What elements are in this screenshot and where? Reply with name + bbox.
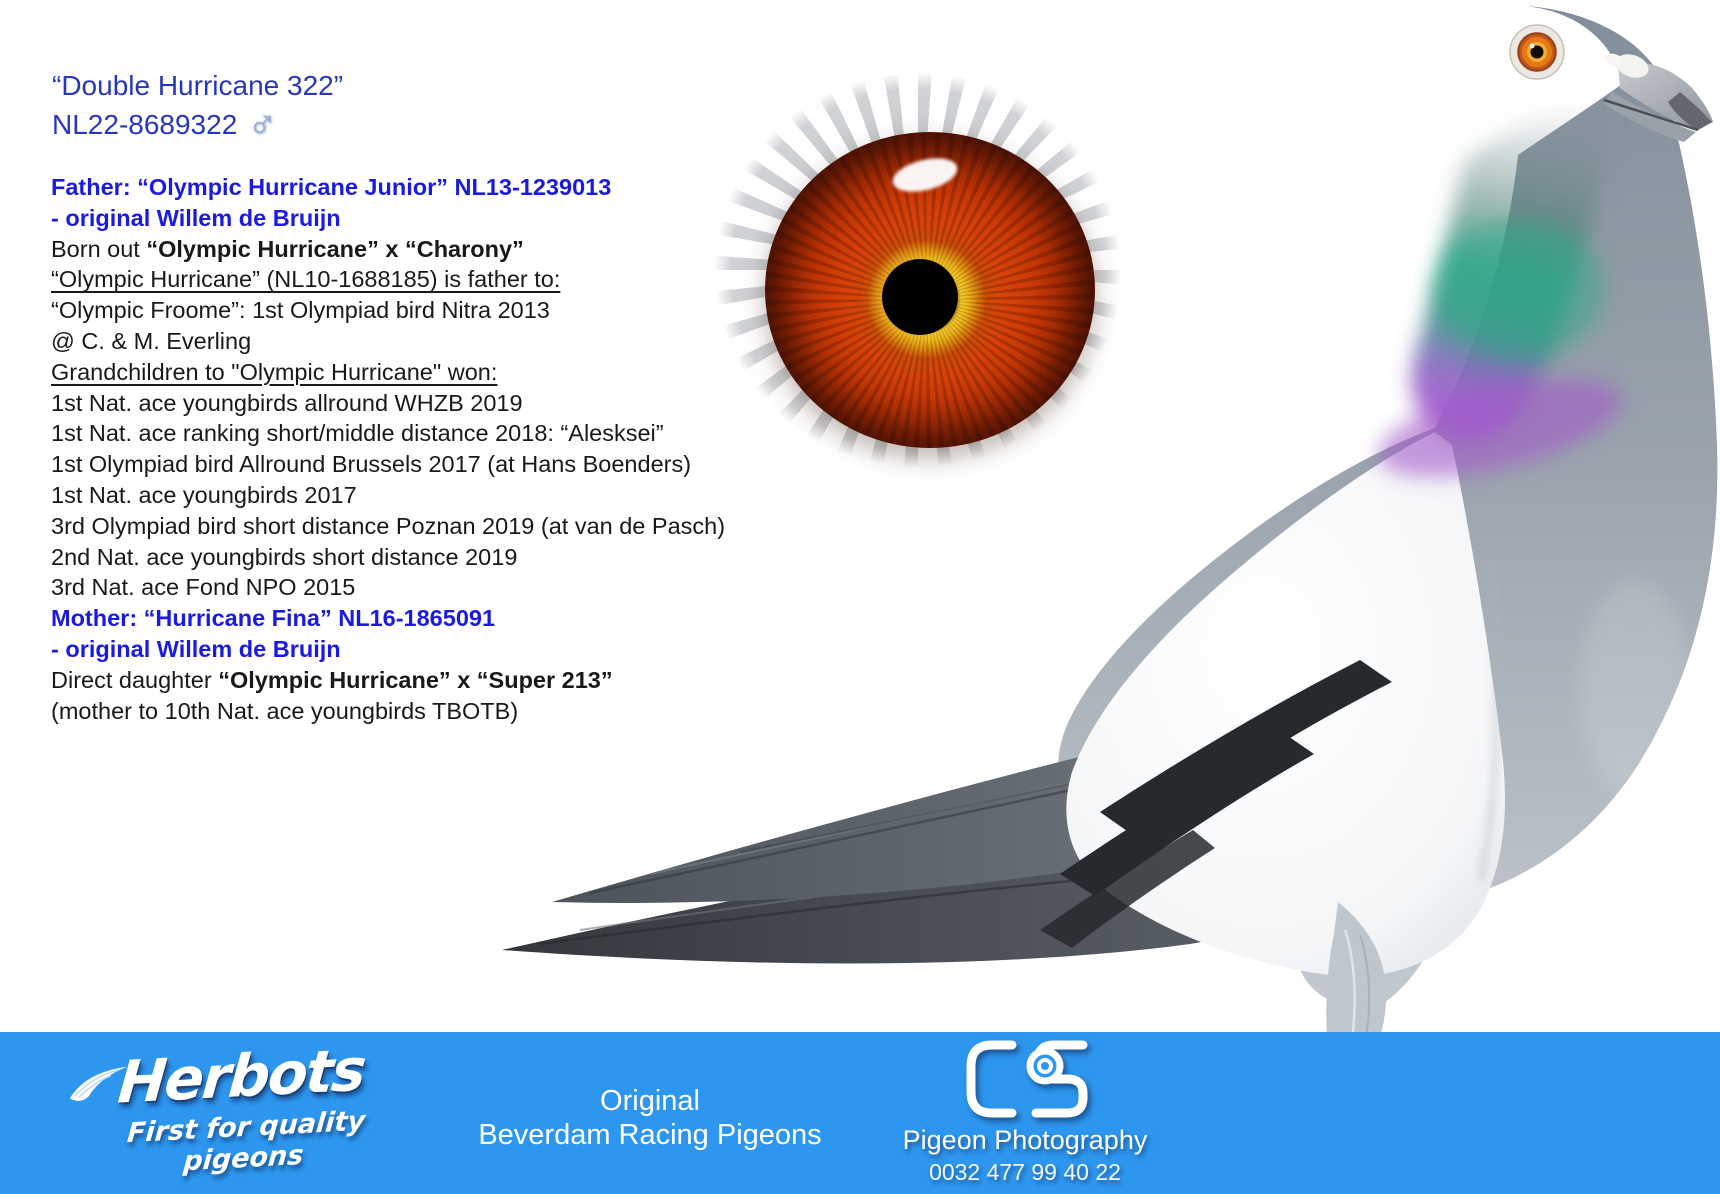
pedigree-line: Father: “Olympic Hurricane Junior” NL13-1239013	[51, 174, 612, 200]
credit-line1: Original	[600, 1085, 700, 1117]
herbots-tagline: First for quality pigeons	[125, 1105, 367, 1178]
pedigree-line: 1st Olympiad bird Allround Brussels 2017 (at Hans Boenders)	[51, 451, 692, 478]
photographer-phone: 0032 477 99 40 22	[929, 1159, 1121, 1185]
pedigree-line: Mother: “Hurricane Fina” NL16-1865091	[51, 605, 496, 632]
title-block	[52, 66, 344, 147]
bird-ring	[52, 102, 343, 147]
cs-logo-icon	[950, 1036, 1100, 1122]
credit-line2: Beverdam Racing Pigeons	[478, 1119, 822, 1151]
breeder-credit	[430, 1084, 870, 1152]
pigeon-photo	[440, 0, 1720, 1194]
pedigree-line: 2nd Nat. ace youngbirds short distance 2019	[51, 543, 518, 570]
pedigree-line: - original Willem de Bruijn	[51, 204, 341, 231]
ring-number: NL22-8689322	[52, 109, 238, 140]
pedigree-line: “Olympic Hurricane” (NL10-1688185) is father to:	[51, 266, 561, 293]
pedigree-line: Grandchildren to "Olympic Hurricane" won:	[51, 358, 498, 385]
pedigree-line: 1st Nat. ace youngbirds 2017	[51, 481, 357, 508]
pedigree-line: 3rd Nat. ace Fond NPO 2015	[51, 574, 356, 601]
pedigree-line: 1st Nat. ace youngbirds allround WHZB 2019	[51, 389, 523, 416]
pedigree-line: - original Willem de Bruijn	[51, 635, 341, 662]
pedigree-line: @ C. & M. Everling	[51, 327, 252, 354]
pedigree-line: Direct daughter “Olympic Hurricane” x “Super 213”	[51, 666, 613, 693]
pedigree-line: 1st Nat. ace ranking short/middle distance 2018: “Alesksei”	[51, 420, 664, 447]
male-symbol-icon: ♂	[247, 102, 278, 147]
pedigree-line: “Olympic Froome”: 1st Olympiad bird Nitra 2013	[51, 297, 550, 324]
footer-banner	[0, 1032, 1720, 1194]
pedigree-line: (mother to 10th Nat. ace youngbirds TBOTB)	[51, 697, 519, 724]
photographer-label: Pigeon Photography	[902, 1125, 1148, 1155]
pigeon-head-eye	[1510, 25, 1564, 79]
pedigree-line: 3rd Olympiad bird short distance Poznan 2019 (at van de Pasch)	[51, 512, 726, 539]
herbots-logo	[75, 1033, 411, 1182]
cs-photography-credit	[900, 1036, 1150, 1186]
herbots-name: Herbots	[115, 1035, 368, 1117]
pedigree-line: Born out “Olympic Hurricane” x “Charony”	[51, 235, 524, 262]
bird-name: “Double Hurricane 322”	[52, 70, 344, 101]
